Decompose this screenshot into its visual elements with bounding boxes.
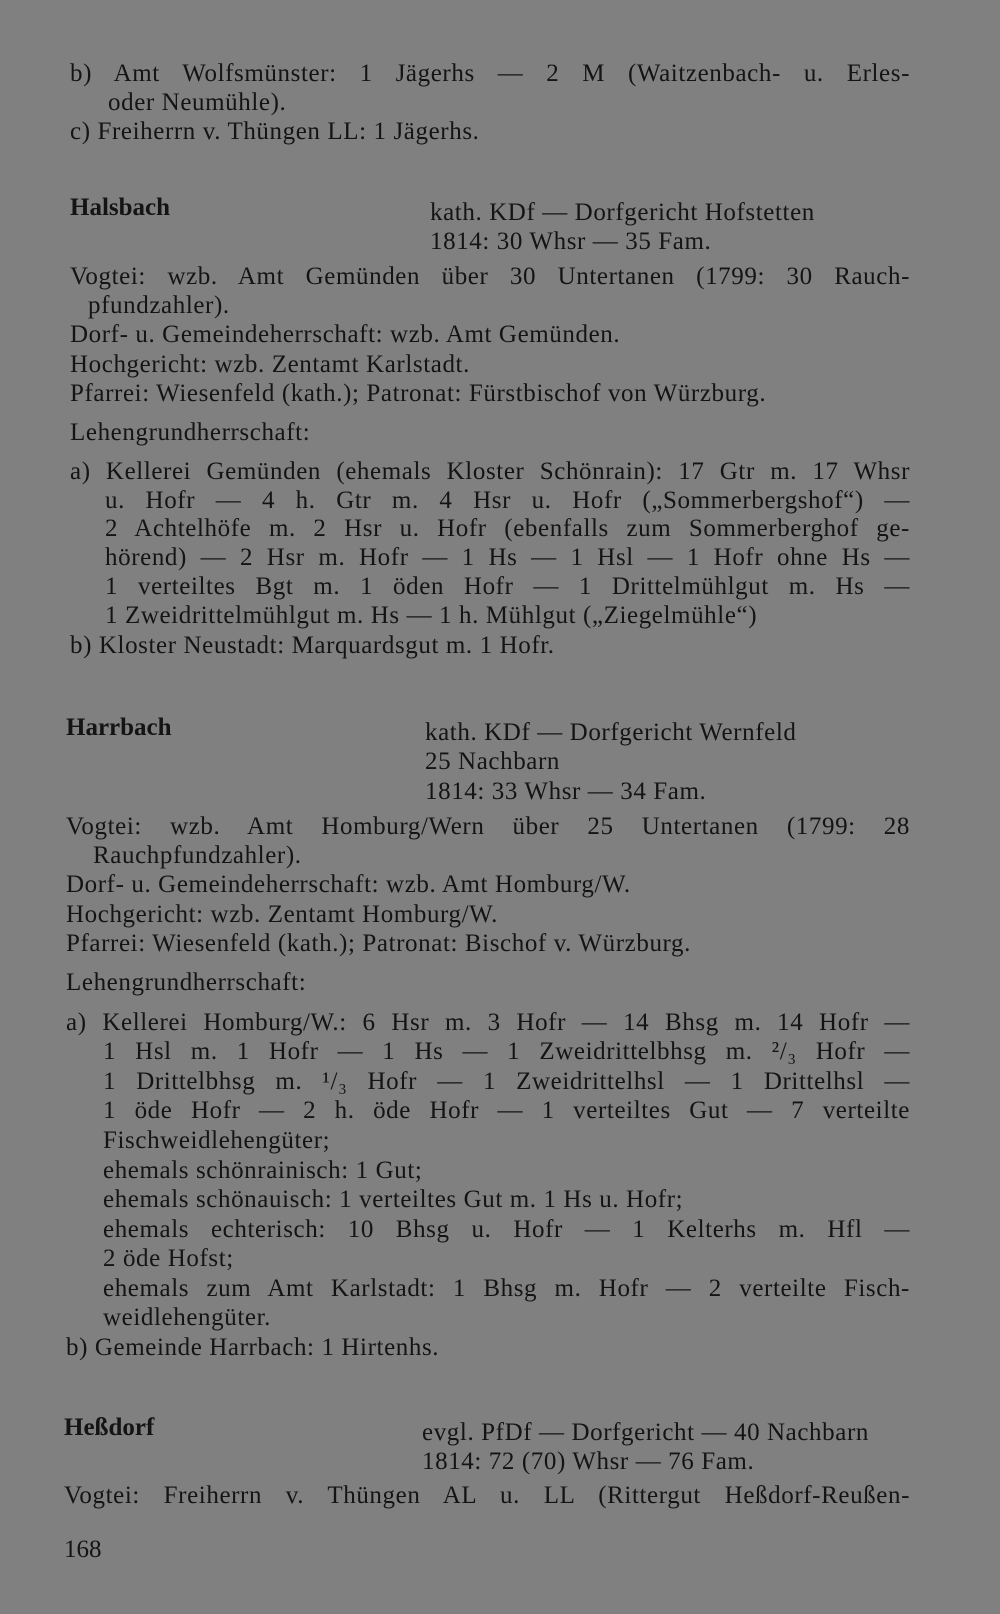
entry-line: b) Gemeinde Harrbach: 1 Hirtenhs.	[66, 1334, 440, 1361]
entry-line: ehemals zum Amt Karlstadt: 1 Bhsg m. Hofr — 2 verteilte Fisch-	[103, 1275, 910, 1302]
entry-line: 1 öde Hofr — 2 h. öde Hofr — 1 verteiltes Gut — 7 verteilte	[103, 1097, 910, 1124]
entry-info-line: kath. KDf — Dorfgericht Wernfeld	[425, 719, 797, 746]
entry-info-line: evgl. PfDf — Dorfgericht — 40 Nachbarn	[422, 1419, 869, 1446]
entry-line: 1 verteiltes Bgt m. 1 öden Hofr — 1 Drittelmühlgut m. Hs —	[105, 573, 910, 600]
entry-line: Hochgericht: wzb. Zentamt Karlstadt.	[70, 351, 470, 378]
entry-line: Dorf- u. Gemeindeherrschaft: wzb. Amt Homburg/W.	[66, 871, 631, 898]
intro-line: b) Amt Wolfsmünster: 1 Jägerhs — 2 M (Waitzenbach- u. Erles-	[70, 60, 910, 87]
entry-line: a) Kellerei Gemünden (ehemals Kloster Schönrain): 17 Gtr m. 17 Whsr	[70, 458, 910, 485]
entry-line: a) Kellerei Homburg/W.: 6 Hsr m. 3 Hofr — 14 Bhsg m. 14 Hofr —	[66, 1009, 910, 1036]
entry-line: b) Kloster Neustadt: Marquardsgut m. 1 Hofr.	[70, 632, 555, 659]
entry-heading: Halsbach	[70, 194, 171, 221]
entry-info-line: 1814: 33 Whsr — 34 Fam.	[425, 778, 707, 805]
entry-info-line: 25 Nachbarn	[425, 748, 561, 775]
entry-line: u. Hofr — 4 h. Gtr m. 4 Hsr u. Hofr („Sommerbergshof“) —	[105, 487, 910, 514]
entry-line: 2 öde Hofst;	[103, 1245, 234, 1272]
entry-line: Pfarrei: Wiesenfeld (kath.); Patronat: Bischof v. Würzburg.	[66, 930, 691, 957]
entry-info-line: kath. KDf — Dorfgericht Hofstetten	[430, 199, 815, 226]
entry-line: 2 Achtelhöfe m. 2 Hsr u. Hofr (ebenfalls zum Sommerberghof ge-	[105, 515, 910, 542]
entry-line: 1 Drittelbhsg m. ¹/₃ Hofr — 1 Zweidrittelhsl — 1 Drittelhsl —	[103, 1068, 910, 1095]
entry-line: Rauchpfundzahler).	[93, 842, 302, 869]
entry-line: hörend) — 2 Hsr m. Hofr — 1 Hs — 1 Hsl — 1 Hofr ohne Hs —	[105, 544, 910, 571]
entry-line: Lehengrundherrschaft:	[66, 969, 307, 996]
entry-heading: Heßdorf	[64, 1414, 155, 1441]
page-number: 168	[64, 1536, 102, 1563]
entry-line: Vogtei: Freiherrn v. Thüngen AL u. LL (Rittergut Heßdorf-Reußen-	[64, 1482, 910, 1509]
entry-heading: Harrbach	[66, 714, 172, 741]
entry-line: 1 Zweidrittelmühlgut m. Hs — 1 h. Mühlgut („Ziegelmühle“)	[105, 602, 758, 629]
entry-line: Fischweidlehengüter;	[103, 1127, 331, 1154]
entry-line: ehemals schönauisch: 1 verteiltes Gut m. 1 Hs u. Hofr;	[103, 1186, 684, 1213]
entry-info-line: 1814: 30 Whsr — 35 Fam.	[430, 228, 712, 255]
entry-line: ehemals schönrainisch: 1 Gut;	[103, 1157, 423, 1184]
entry-line: ehemals echterisch: 10 Bhsg u. Hofr — 1 Kelterhs m. Hfl —	[103, 1216, 910, 1243]
entry-line: 1 Hsl m. 1 Hofr — 1 Hs — 1 Zweidrittelbhsg m. ²/₃ Hofr —	[103, 1038, 910, 1065]
entry-line: Vogtei: wzb. Amt Gemünden über 30 Untertanen (1799: 30 Rauch-	[70, 263, 910, 290]
entry-line: weidlehengüter.	[103, 1304, 271, 1331]
entry-line: pfundzahler).	[88, 292, 230, 319]
entry-line: Pfarrei: Wiesenfeld (kath.); Patronat: Fürstbischof von Würzburg.	[70, 380, 767, 407]
entry-line: Hochgericht: wzb. Zentamt Homburg/W.	[66, 901, 498, 928]
entry-info-line: 1814: 72 (70) Whsr — 76 Fam.	[422, 1448, 755, 1475]
entry-line: Dorf- u. Gemeindeherrschaft: wzb. Amt Gemünden.	[70, 321, 621, 348]
entry-line: Lehengrundherrschaft:	[70, 419, 311, 446]
intro-line: c) Freiherrn v. Thüngen LL: 1 Jägerhs.	[70, 118, 480, 145]
intro-line: oder Neumühle).	[108, 89, 287, 116]
entry-line: Vogtei: wzb. Amt Homburg/Wern über 25 Untertanen (1799: 28	[66, 813, 910, 840]
